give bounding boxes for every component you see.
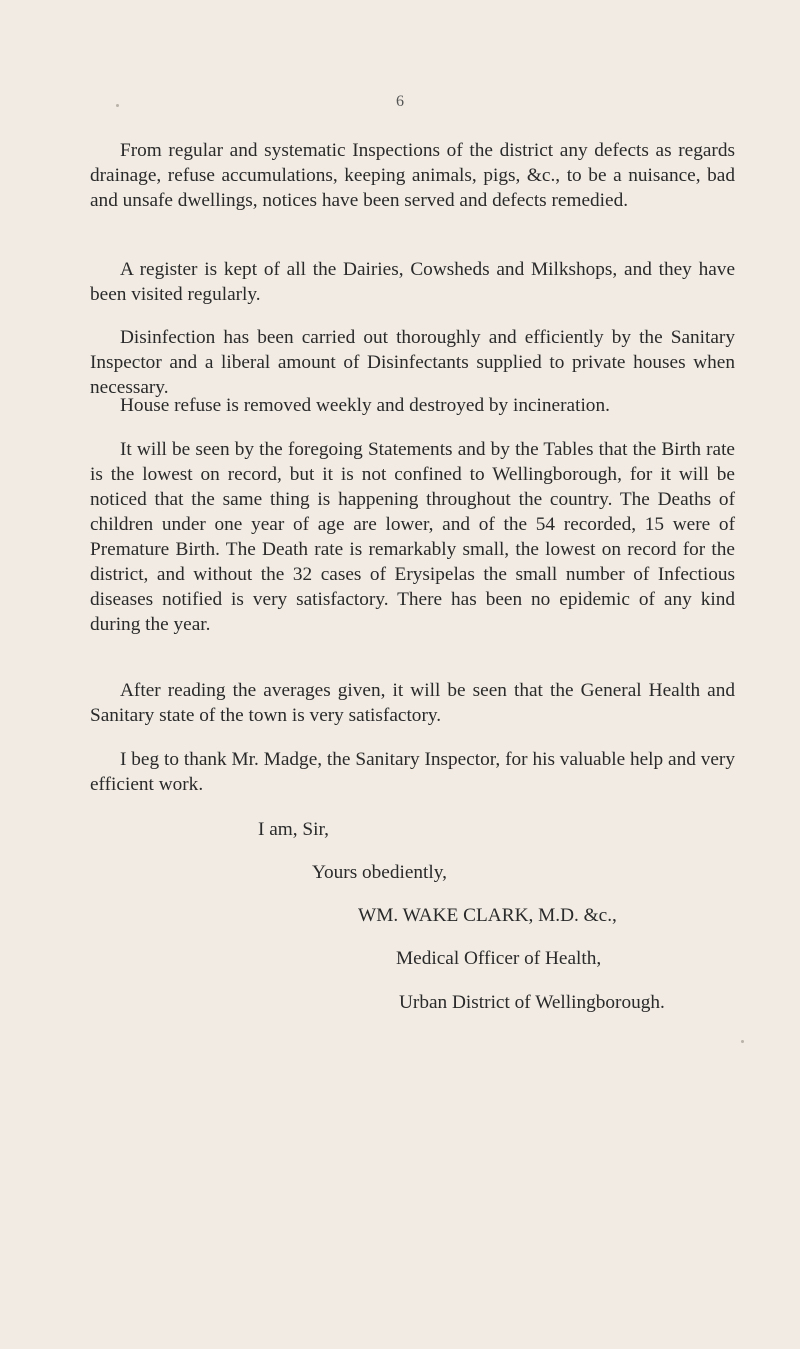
paper-speck <box>116 104 119 107</box>
signature-name: WM. WAKE CLARK, M.D. &c., <box>358 905 617 926</box>
paragraph-dairies-register: A register is kept of all the Dairies, Cowsheds and Milkshops, and they have been visited regularly. <box>90 259 735 305</box>
signature-title: Medical Officer of Health, <box>396 948 602 969</box>
paragraph-disinfection: Disinfection has been carried out thoroughly and efficiently by the Sanitary Inspector and a liberal amount of Disinfectants supplied to private houses when necessary. <box>90 327 735 398</box>
paragraph-thanks: I beg to thank Mr. Madge, the Sanitary Inspector, for his valuable help and very efficient work. <box>90 749 735 795</box>
paragraph-inspections: From regular and systematic Inspections of the district any defects as regards drainage, refuse accumulations, keeping animals, pigs, &c., to be a nuisance, bad and unsafe dwellings, notices have been served and defects remedied. <box>90 140 735 211</box>
signature-valediction: Yours obediently, <box>312 862 447 883</box>
paragraph-house-refuse: House refuse is removed weekly and destroyed by incineration. <box>120 395 610 416</box>
page-number: 6 <box>396 93 404 110</box>
signature-closing: I am, Sir, <box>258 819 329 840</box>
paragraph-general-health: After reading the averages given, it will be seen that the General Health and Sanitary state of the town is very satisfactory. <box>90 680 735 726</box>
paper-speck <box>741 1040 744 1043</box>
paragraph-birth-death-rates: It will be seen by the foregoing Statements and by the Tables that the Birth rate is the lowest on record, but it is not confined to Wellingborough, for it will be noticed that the same thing is happening throughout the country. The Deaths of children under one year of age are lower, and of the 54 recorded, 15 were of Premature Birth. The Death rate is remarkably small, the lowest on record for the district, and without the 32 cases of Erysipelas the small number of Infectious diseases notified is very satisfactory. There has been no epidemic of any kind during the year. <box>90 439 735 635</box>
signature-district: Urban District of Wellingborough. <box>399 992 665 1013</box>
